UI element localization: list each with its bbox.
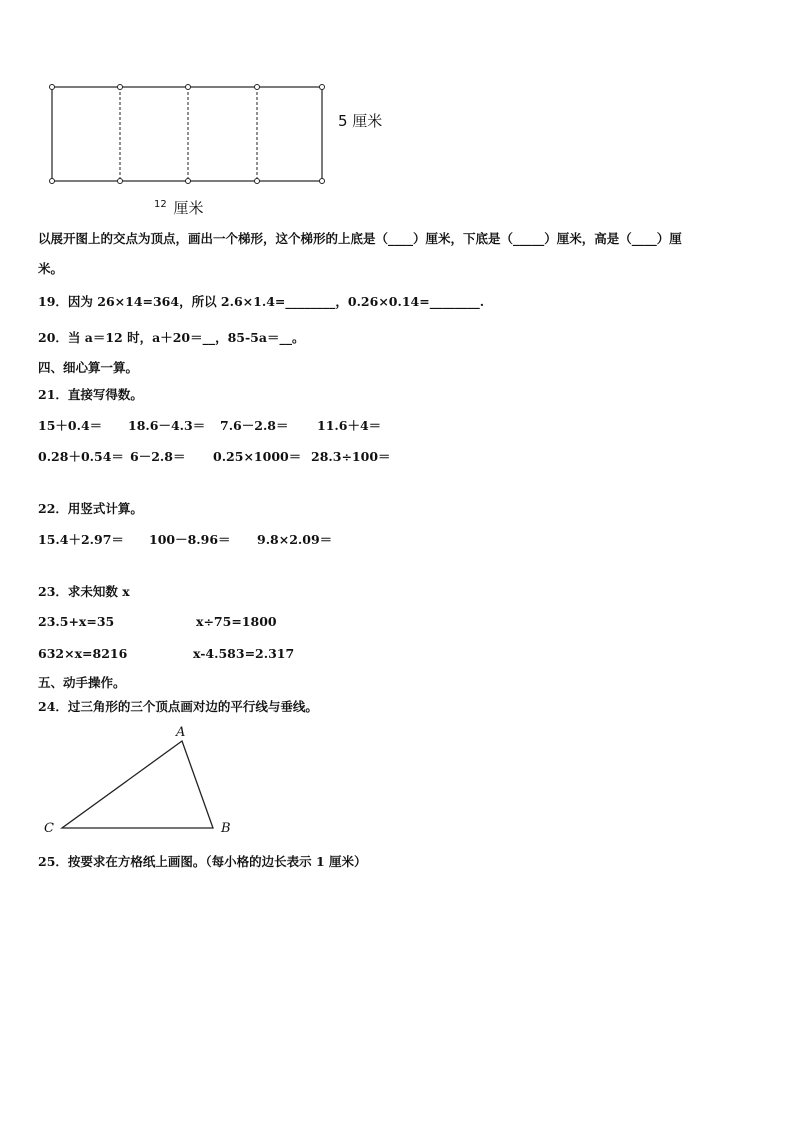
q21-r2-c1: 0.28＋0.54＝	[38, 449, 124, 464]
net-outline	[52, 87, 322, 181]
q19: 19．因为 26×14=364，所以 2.6×1.4=________，0.26×0.14=________.	[38, 294, 485, 309]
vertex-a-label: A	[176, 725, 186, 740]
vertex-c-label: C	[44, 821, 54, 836]
q21-r2-c4: 28.3÷100＝	[311, 449, 391, 464]
q21-r1-c2: 18.6－4.3＝	[128, 418, 206, 433]
q23-r1-c2: x÷75=1800	[196, 614, 277, 629]
intersection-points	[50, 85, 325, 184]
q18-line2: 米。	[38, 261, 64, 276]
q21-r1-c4: 11.6＋4＝	[317, 418, 382, 433]
triangle-figure	[40, 725, 250, 840]
section-4-heading: 四、细心算一算。	[38, 360, 139, 375]
q22-c1: 15.4＋2.97＝	[38, 532, 124, 547]
width-unit: 厘米	[173, 199, 204, 217]
q21-title: 21．直接写得数。	[38, 387, 143, 402]
q23-r1-c1: 23.5+x=35	[38, 614, 115, 629]
q22-title: 22．用竖式计算。	[38, 501, 143, 516]
q24-title: 24．过三角形的三个顶点画对边的平行线与垂线。	[38, 699, 318, 714]
height-label: 5 厘米	[338, 112, 383, 130]
q22-c2: 100－8.96＝	[149, 532, 231, 547]
q23-r2-c1: 632×x=8216	[38, 646, 128, 661]
section-5-heading: 五、动手操作。	[38, 675, 126, 690]
width-label	[154, 197, 204, 218]
q21-r1-c3: 7.6－2.8＝	[220, 418, 289, 433]
q25: 25．按要求在方格纸上画图。（每小格的边长表示 1 厘米）	[38, 854, 367, 869]
vertex-b-label: B	[221, 821, 231, 836]
triangle-abc	[62, 741, 213, 828]
q21-r2-c2: 6－2.8＝	[130, 449, 186, 464]
net-figure	[40, 76, 340, 191]
q20: 20．当 a＝12 时，a＋20＝__，85-5a＝__。	[38, 330, 305, 345]
q23-title: 23．求未知数 x	[38, 584, 130, 599]
q22-c3: 9.8×2.09＝	[257, 532, 333, 547]
q23-r2-c2: x-4.583=2.317	[193, 646, 295, 661]
q21-r2-c3: 0.25×1000＝	[213, 449, 302, 464]
q18-line1: 以展开图上的交点为顶点，画出一个梯形，这个梯形的上底是（____）厘米，下底是（_____）厘米，高是（____）厘	[38, 231, 682, 246]
width-number: 12	[154, 199, 167, 210]
q21-r1-c1: 15＋0.4＝	[38, 418, 103, 433]
